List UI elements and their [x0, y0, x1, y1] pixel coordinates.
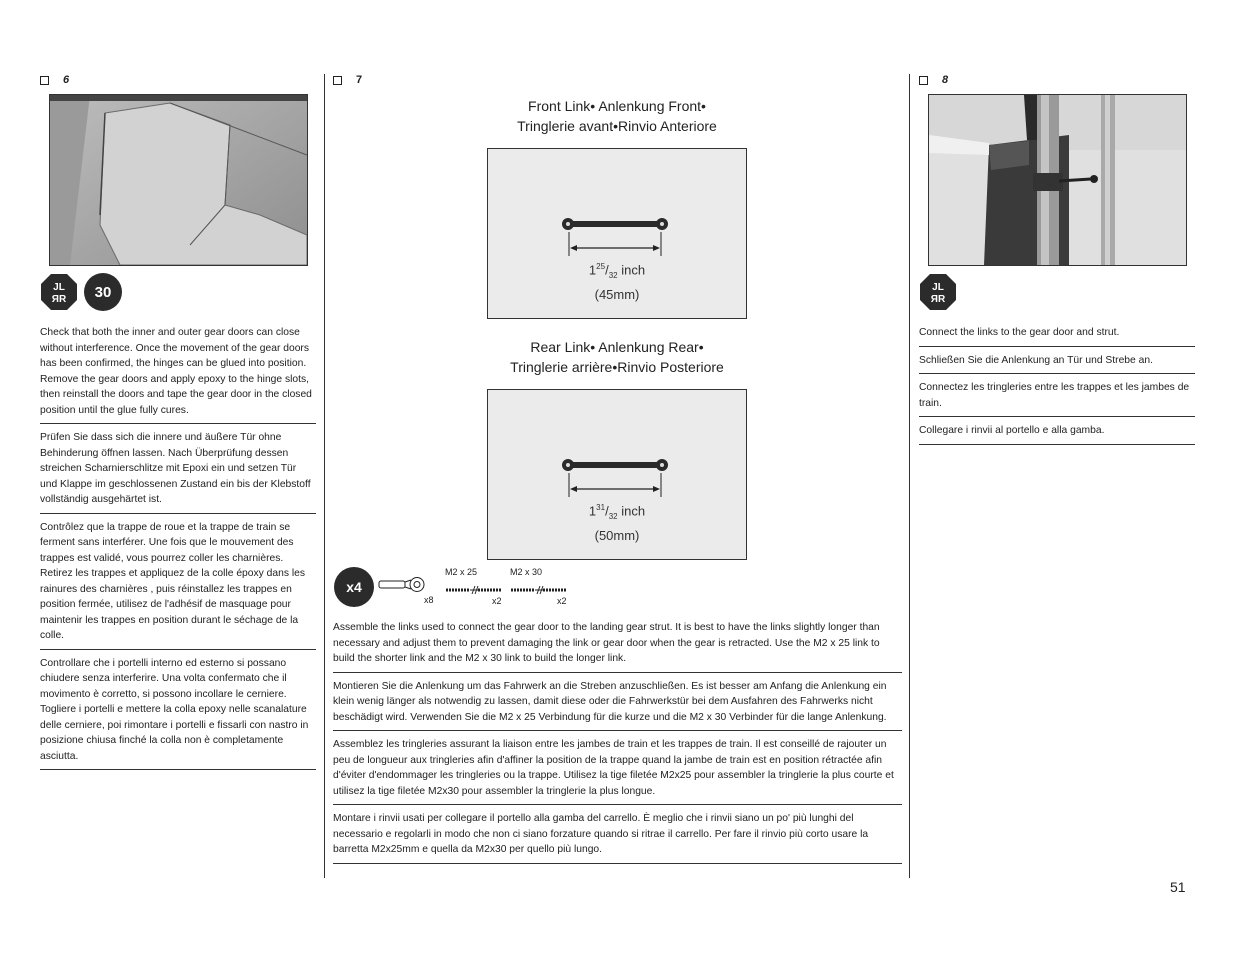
step-8-header — [919, 74, 948, 86]
front-link-photo — [487, 148, 747, 319]
instruction-en: Check that both the inner and outer gear doors can close without interference. Once the movement of the gear doors has been confirmed, the hinges can be glued into position. Remove the gear doors and apply epoxy to the hinge slots, then reinstall the doors and tape the gear door in the closed position until the glue fully cures. — [40, 325, 316, 424]
step-7-text — [333, 620, 902, 864]
step-number: 7 — [356, 74, 363, 86]
strut-link-photo — [928, 94, 1187, 266]
instruction-it: Collegare i rinvii al portello e alla gamba. — [919, 417, 1195, 445]
instruction-fr: Assemblez les tringleries assurant la liaison entre les jambes de train et les trappes de train. Il est conseillé de rajouter un peu de longueur aux tringleries afin d'affiner la position de la trappe quand la jambe de train est en position rétractée afin d'éviter d'endommager les tringleries ou la trappe. Utilisez la tige filetée M2x25 pour assembler la tringlerie la plus courte et utilisez la tige filetée M2x30 pour assembler la tringlerie la plus longue. — [333, 731, 902, 805]
step-6-text — [40, 325, 316, 770]
instruction-it: Montare i rinvii usati per collegare il portello alla gamba del carrello. È meglio che i rinvii siano un po' più lunghi del necessario e regolarli in modo che non ci siano forzature quando si ritrae il carrello. Per fare il rinvio più corto usare la barretta M2x25mm e quella da M2x30 per quello più lungo. — [333, 805, 902, 864]
instruction-it: Controllare che i portelli interno ed esterno si possano chiudere senza interferire. Una volta confermato che il movimento è corretto, si possono incollare le cerniere. Togliere i portelli e mettere la colla epoxy nelle scanalature delle cerniere, poi rimontare i portelli e fissarli con nastro in posizione chiusa finché la colla non è completamente asciutta. — [40, 650, 316, 771]
svg-text:ЯR: ЯR — [930, 294, 946, 305]
threaded-rod-icon — [510, 582, 568, 592]
step-number: 8 — [942, 74, 949, 86]
threaded-rod-icon — [445, 582, 503, 592]
instruction-de: Montieren Sie die Anlenkung um das Fahrwerk an die Streben anzuschließen. Es ist besser am Anfang die Anlenkung ein klein wenig länger als notwendig zu lassen, damit diese oder die Fahrwerkstür bei dem Ausfahren des Fahrwerks nicht beschädigt wird. Verwenden Sie die M2 x 25 Verbindung für die kurze und die M2 x 30 Verbinder für die lange Anlenkung. — [333, 673, 902, 732]
step-8-text — [919, 325, 1195, 445]
checkbox-icon[interactable] — [919, 76, 928, 85]
rod1-label: M2 x 25 — [445, 567, 478, 577]
quantity-badge: x4 — [334, 567, 374, 607]
checkbox-icon[interactable] — [333, 76, 342, 85]
rod2-label: M2 x 30 — [510, 567, 543, 577]
front-link-caption: Front Link• Anlenkung Front• Tringlerie avant•Rinvio Anteriore — [517, 98, 717, 134]
instruction-fr: Contrôlez que la trappe de roue et la trappe de train se ferment sans interférer. Une fois que le mouvement des trappes est validé, vous pourrez coller les charnières. Retirez les trappes et appliquez de la colle époxy dans les rainures des charnières , puis réinstallez les trappes en position fermée, utilisez de l'adhésif de masquage pour maintenir les trappes en position durant le séchage de la colle. — [40, 514, 316, 650]
column-divider — [324, 74, 325, 878]
instruction-en: Connect the links to the gear door and strut. — [919, 325, 1195, 347]
front-link-measure: $1^{25}/_{32}$ inch (45mm) — [588, 262, 646, 302]
rod1-count: x2 — [492, 596, 502, 606]
page-number: 51 — [1170, 879, 1186, 895]
svg-text:JL: JL — [53, 282, 65, 293]
strut-illustration — [929, 95, 1186, 265]
step-6-header — [40, 74, 69, 86]
step-7-header — [333, 74, 362, 86]
clevis-icon — [377, 575, 427, 595]
glue-icon — [919, 273, 957, 311]
rod2-count: x2 — [557, 596, 567, 606]
checkbox-icon[interactable] — [40, 76, 49, 85]
glue-icon — [40, 273, 78, 311]
instruction-fr: Connectez les tringleries entre les trappes et les jambes de train. — [919, 374, 1195, 417]
gear-door-illustration — [50, 95, 307, 265]
svg-text:ЯR: ЯR — [51, 294, 67, 305]
svg-text:JL: JL — [932, 282, 944, 293]
cure-time-badge: 30 — [84, 273, 122, 311]
column-divider — [909, 74, 910, 878]
rear-link-measure: $1^{31}/_{32}$ inch (50mm) — [588, 503, 646, 543]
gear-door-photo — [49, 94, 308, 266]
step-number: 6 — [63, 74, 70, 86]
instruction-en: Assemble the links used to connect the gear door to the landing gear strut. It is best to have the links slightly longer than necessary and adjust them to prevent damaging the link or gear door when the gear is retracted. Use the M2 x 25 link to build the shorter link and the M2 x 30 link to build the longer link. — [333, 620, 902, 673]
rear-link-caption: Rear Link• Anlenkung Rear• Tringlerie arrière•Rinvio Posteriore — [510, 339, 724, 375]
rear-link-photo — [487, 389, 747, 560]
instruction-de: Prüfen Sie dass sich die innere und äußere Tür ohne Behinderung öffnen lassen. Nach Überprüfung dessen streichen Scharnierschlitze mit Epoxi ein und setzen Tür und Klappe im geschlossenen Zustand ein bis der Klebstoff vollständig ausgehärtet ist. — [40, 424, 316, 514]
clevis-count: x8 — [424, 595, 434, 605]
instruction-de: Schließen Sie die Anlenkung an Tür und Strebe an. — [919, 347, 1195, 375]
